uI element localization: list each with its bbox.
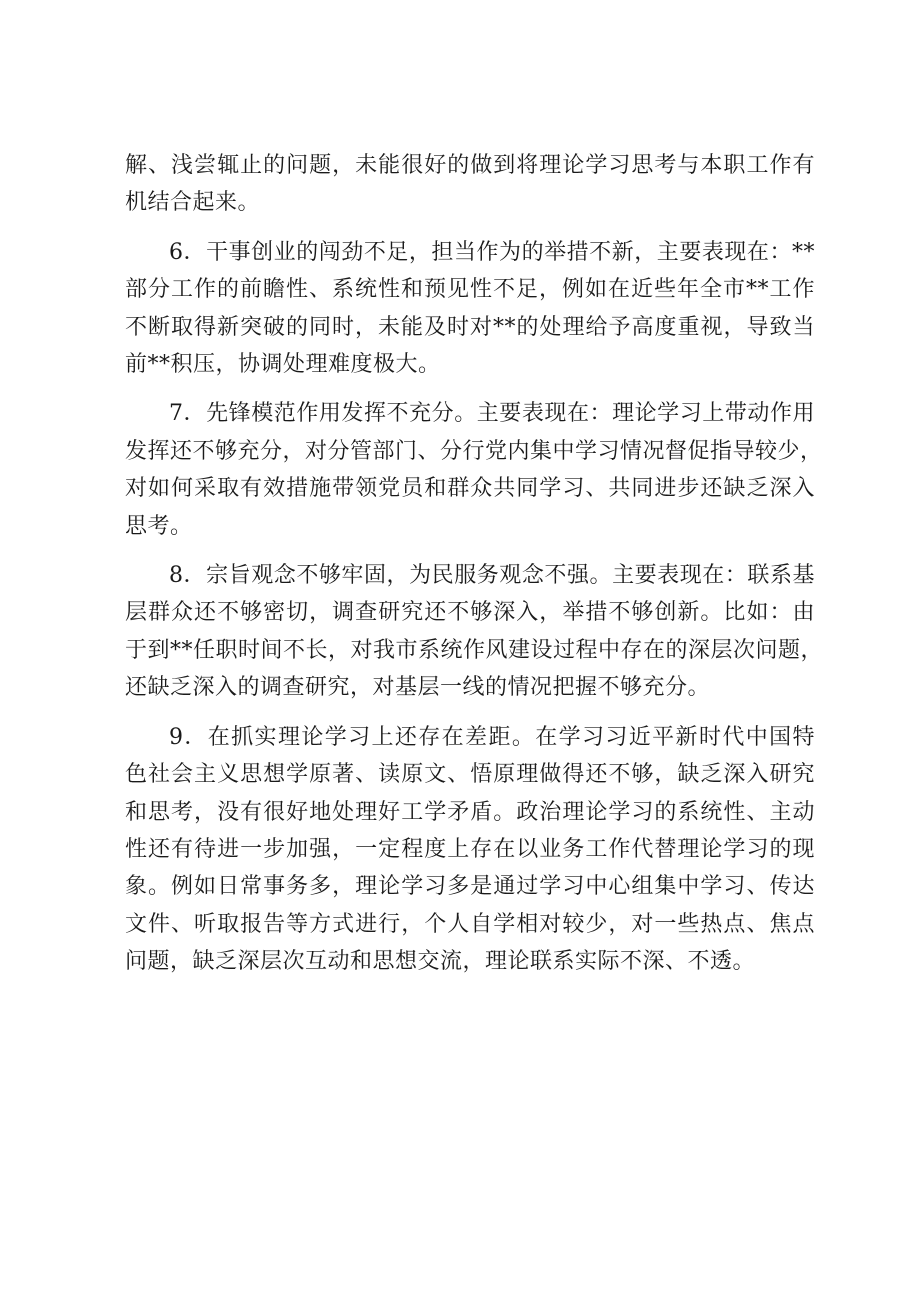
text-line: 色社会主义思想学原著、读原文、悟原理做得还不够，缺乏深入研究	[125, 762, 815, 788]
text-line: 问题，缺乏深层次互动和思想交流，理论联系实际不深、不透。	[125, 949, 756, 975]
text-line: 前**积压，协调处理难度极大。	[125, 352, 441, 378]
document-body	[125, 147, 824, 993]
text-line: 不断取得新突破的同时，未能及时对**的处理给予高度重视，导致当	[125, 314, 815, 340]
text-line: 发挥还不够充分，对分管部门、分行党内集中学习情况督促指导较少，	[125, 438, 823, 464]
text-line: 于到**任职时间不长，对我市系统作风建设过程中存在的深层次问题，	[125, 637, 824, 663]
text-line: 性还有待进一步加强，一定程度上存在以业务工作代替理论学习的现	[125, 836, 815, 862]
text-line: 6．干事创业的闯劲不足，担当作为的举措不新，主要表现在：**	[169, 239, 815, 265]
text-line: 思考。	[125, 513, 193, 539]
text-line: 8．宗旨观念不够牢固，为民服务观念不强。主要表现在：联系基	[169, 563, 815, 589]
paragraph-p9	[125, 719, 815, 981]
paragraph-cont	[125, 147, 815, 222]
text-line: 对如何采取有效措施带领党员和群众共同学习、共同进步还缺乏深入	[125, 476, 815, 502]
text-line: 解、浅尝辄止的问题，未能很好的做到将理论学习思考与本职工作有	[125, 153, 815, 178]
text-line: 机结合起来。	[125, 190, 261, 216]
paragraph-p6	[125, 234, 815, 384]
text-line: 部分工作的前瞻性、系统性和预见性不足，例如在近些年全市**工作	[125, 277, 815, 303]
text-line: 7．先锋模范作用发挥不充分。主要表现在：理论学习上带动作用	[169, 401, 815, 427]
paragraph-p8	[125, 557, 824, 707]
text-line: 文件、听取报告等方式进行，个人自学相对较少，对一些热点、焦点	[125, 911, 815, 937]
paragraph-p7	[125, 395, 823, 545]
text-line: 和思考，没有很好地处理好工学矛盾。政治理论学习的系统性、主动	[125, 799, 815, 825]
text-line: 还缺乏深入的调查研究，对基层一线的情况把握不够充分。	[125, 675, 711, 701]
text-line: 层群众还不够密切，调查研究还不够深入，举措不够创新。比如：由	[125, 600, 815, 626]
text-line: 9．在抓实理论学习上还存在差距。在学习习近平新时代中国特	[169, 724, 815, 750]
text-line: 象。例如日常事务多，理论学习多是通过学习中心组集中学习、传达	[125, 874, 815, 900]
